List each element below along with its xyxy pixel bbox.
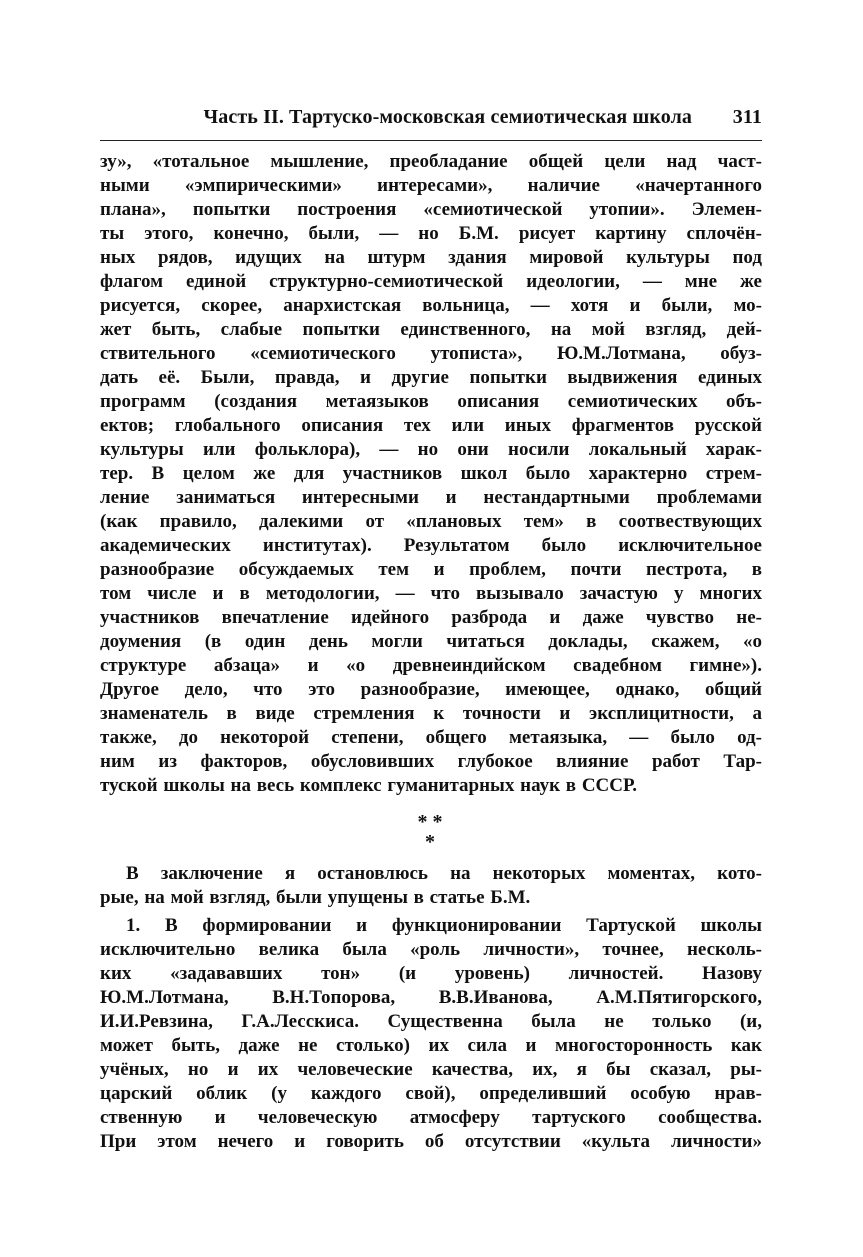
text-line: программ (создания метаязыков описания семиотических объ-: [100, 391, 762, 412]
text-line: также, до некоторой степени, общего метаязыка, — было од-: [100, 727, 762, 748]
text-line: знаменатель в виде стремления к точности и эксплицитности, а: [100, 703, 762, 724]
text-line: ных рядов, идущих на штурм здания мировой культуры под: [100, 247, 762, 268]
running-head: Часть II. Тартуско-московская семиотическая школа: [203, 106, 692, 128]
text-line: царский облик (у каждого свой), определивший особую нрав-: [100, 1083, 762, 1104]
text-line: ектов; глобального описания тех или иных фрагментов русской: [100, 415, 762, 436]
text-line: ним из факторов, обусловивших глубокое влияние работ Тар-: [100, 751, 762, 772]
text-line: может быть, даже не столько) их сила и многосторонность как: [100, 1035, 762, 1056]
text-line: дать её. Были, правда, и другие попытки выдвижения единых: [100, 367, 762, 388]
asterism-top: * *: [417, 811, 443, 833]
text-line: ствительного «семиотического утописта», Ю.М.Лотмана, обуз-: [100, 343, 762, 364]
page-number: 311: [732, 106, 762, 128]
text-line: туской школы на весь комплекс гуманитарных наук в СССР.: [100, 775, 637, 796]
text-line: культуры или фольклора), — но они носили локальный харак-: [100, 439, 762, 460]
page-header: [100, 106, 762, 136]
text-line: флагом единой структурно-семиотической идеологии, — мне же: [100, 271, 762, 292]
header-rule: [100, 140, 762, 141]
text-line: И.И.Ревзина, Г.А.Лесскиса. Существенна была не только (и,: [100, 1011, 762, 1032]
text-line: участников впечатление идейного разброда и даже чувство не-: [100, 607, 762, 628]
text-line: ными «эмпирическими» интересами», наличие «начертанного: [100, 175, 762, 196]
text-line: зу», «тотальное мышление, преобладание общей цели над част-: [100, 151, 762, 172]
text-line: плана», попытки построения «семиотической утопии». Элемен-: [100, 199, 762, 220]
text-line: учёных, но и их человеческие качества, их, я бы сказал, ры-: [100, 1059, 762, 1080]
text-line: ты этого, конечно, были, — но Б.М. рисует картину сплочён-: [100, 223, 762, 244]
paragraph-1: [100, 150, 762, 798]
text-line: В заключение я остановлюсь на некоторых моментах, кото-: [126, 863, 762, 884]
text-line: том числе и в методологии, — что вызывало зачастую у многих: [100, 583, 762, 604]
text-line: рисуется, скорее, анархистская вольница, — хотя и были, мо-: [100, 295, 762, 316]
text-line: Ю.М.Лотмана, В.Н.Топорова, В.В.Иванова, А.М.Пятигорского,: [100, 987, 762, 1008]
text-line: ление заниматься интересными и нестандартными проблемами: [100, 487, 762, 508]
text-line: ких «задававших тон» (и уровень) личностей. Назову: [100, 963, 762, 984]
text-line: 1. В формировании и функционировании Тартуской школы: [126, 915, 762, 936]
text-line: структуре абзаца» и «о древнеиндийском свадебном гимне»).: [100, 655, 762, 676]
text-line: рые, на мой взгляд, были упущены в статье Б.М.: [100, 887, 531, 908]
text-line: ственную и человеческую атмосферу тартуского сообщества.: [100, 1107, 762, 1128]
text-line: исключительно велика была «роль личности», точнее, несколь-: [100, 939, 762, 960]
text-line: При этом нечего и говорить об отсутствии «культа личности»: [100, 1131, 762, 1152]
text-line: академических институтах). Результатом было исключительное: [100, 535, 762, 556]
text-line: разнообразие обсуждаемых тем и проблем, почти пестрота, в: [100, 559, 762, 580]
text-line: тер. В целом же для участников школ было характерно стрем-: [100, 463, 762, 484]
section-asterism: [380, 812, 480, 858]
text-line: доумения (в один день могли читаться доклады, скажем, «о: [100, 631, 762, 652]
text-line: жет быть, слабые попытки единственного, на мой взгляд, дей-: [100, 319, 762, 340]
asterism-bottom: *: [425, 831, 435, 853]
text-line: (как правило, далекими от «плановых тем» в соотвествующих: [100, 511, 762, 532]
closing-section: [100, 862, 762, 1154]
text-line: Другое дело, что это разнообразие, имеющее, однако, общий: [100, 679, 762, 700]
paragraph-3: [100, 914, 762, 1154]
paragraph-2: [100, 862, 762, 910]
